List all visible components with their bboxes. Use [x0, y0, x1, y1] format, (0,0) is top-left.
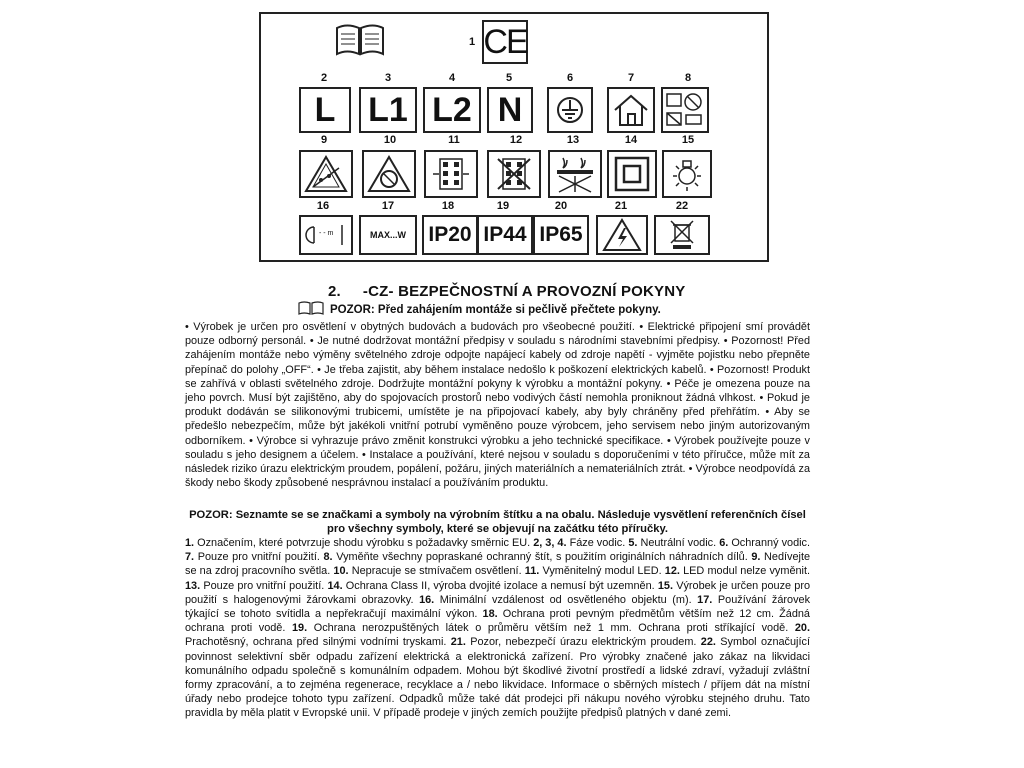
legend-entry: 15. Výrobek je určen pouze pro použití s halogenovými žárovkami obrazovky. [185, 579, 811, 606]
manual-book-icon [298, 301, 324, 320]
symbol-number: 9 [320, 134, 328, 146]
not-on-flammable-icon [548, 150, 602, 198]
legend-entry: 2, 3, 4. Fáze vodic. [533, 537, 626, 549]
ip44-symbol [477, 215, 533, 255]
symbol-number: 10 [383, 134, 397, 146]
symbol-L2-text: L2 [432, 90, 472, 129]
pozor-note-1 [298, 303, 661, 317]
symbols-panel [259, 12, 769, 262]
electric-shock-icon [596, 215, 648, 255]
legend-entry: 19. Ochrana nerozpuštěných látek o průměru větším než 1 mm. Ochrana proti stříkající vodě. [292, 622, 789, 635]
min-distance-label: - - m [319, 230, 334, 237]
symbol-N [487, 87, 533, 133]
safety-instructions-text: • Výrobek je určen pro osvětlení v obytných budovách a budovách pro všeobecné použití. • Elektrické připojení smí provádět pouze odborný personál. • Je nutné dodržovat montážní předpisy v souladu s národními stavebními předpisy. • Pozornost! Před zahájením montáže nebo výměny světelného zdroje odpojte napájecí kabely od zdroje napětí - vyjměte pojistku nebo přepněte přepínač do polohy „OFF“. • Je třeba zajistit, aby během instalace nedošlo k poškození elektrických kabelů. • Pozornost! Produkt se zahřívá v oblasti světelného zdroje. Dodržujte montážní pokyny k výrobku a montážní pokyny. • Péče je omezena pouze na jeho povrch. Musí být zajištěno, aby do spojovacích prostorů nebo vodivých částí nemohla proniknout žádná vlhkost. • Pokud je produkt dodáván se silikonovými trubicemi, umístěte je na připojovací kabely, aby byly chráněny před přehřátím. • Aby se předešlo nebezpečím, může být jakékoli vnitřní potrubí vyměněno pouze výrobcem, jeho servisem nebo jiným autorizovaným odborníkem. • Výrobce si vyhrazuje právo změnit konstrukci výrobku a jeho technické specifikace. • Výrobek používejte pouze v souladu s jeho designem a účelem. • Instalace a používání, které nejsou v souladu s doporučeními v této příručce, může mít za následek riziko úrazu elektrickým proudem, popálení, požáru, jiných materiálních a nemateriálních ztrát. • Výrobce neodpovídá za škody nebo škody způsobené nesprávnou instalací a používáním produktu. [185, 321, 810, 490]
symbol-N-text: N [497, 90, 523, 129]
legend-entry: 5. Neutrální vodic. [628, 537, 717, 549]
pozor-note-1-text: POZOR: Před zahájením montáže si pečlivě přečtete pokyny. [330, 304, 661, 316]
symbol-number: 13 [566, 134, 580, 146]
symbol-number: 12 [509, 134, 523, 146]
no-dimmer-triangle-icon [299, 150, 353, 198]
legend-entry: 16. Minimální vzdálenost od osvětleného objektu (m). [419, 593, 692, 606]
legend-entry: 13. Pouze pro vnitřní použití. [185, 579, 325, 592]
symbol-number: 22 [675, 200, 689, 212]
pozor-note-2: POZOR: Seznamte se se značkami a symboly na výrobním štítku a na obalu. Následuje vysvětlení referenčních čísel pro všechny symboly, které se objevují na začátku této příručky. [189, 509, 806, 536]
legend-entry: 17. Používání žárovek týkající se tohoto svítidla a nepřekračují maximální výkon. [185, 593, 811, 621]
symbol-legend-text [185, 536, 810, 721]
ip65-text: IP65 [539, 223, 583, 246]
legend-entry: 14. Ochrana Class II, výroba dvojité izolace a nemusí být uzemněn. [327, 579, 655, 592]
section-title [328, 283, 686, 300]
symbol-number: 7 [627, 72, 635, 84]
weee-bin-icon [654, 215, 710, 255]
min-distance-icon [299, 215, 353, 255]
legend-entry: 6. Ochranný vodic. [719, 537, 811, 549]
symbol-number: 14 [624, 134, 638, 146]
no-mains-dimmer-icon [661, 87, 709, 133]
legend-entry: 9. Nedívejte se na zdroj pracovního světla. [185, 551, 811, 578]
symbol-number: 4 [448, 72, 456, 84]
module-replaceable-icon [424, 150, 478, 198]
max-watt-symbol [359, 215, 417, 255]
legend-entry: 8. Vyměňte všechny popraskané ochranný štít, s použitím originálních náhradních dílů. [323, 551, 748, 564]
no-halogen-triangle-icon [362, 150, 416, 198]
ip65-symbol [533, 215, 589, 255]
legend-entry: 12. LED modul nelze vyměnit. [664, 565, 811, 578]
symbol-number: 2 [320, 72, 328, 84]
ip20-text: IP20 [428, 223, 472, 246]
ip20-symbol [422, 215, 478, 255]
symbol-number: 11 [448, 134, 460, 146]
legend-entry: 22. Symbol označující povinnost selektivní sběr odpadu zařízení elektrická a elektronická zařízení. Pro výrobky značené jako zákaz na likvidaci komunálního odpadu společně s komunálním odpadem. Mohou být škodlivé životní prostředí a lidské zdraví, vyžadují zvláštní formy zpracování, a to zejména regenerace, recyklace a / nebo likvidace. Informace o sběrných místech / příjem dát na místní úřady nebo prodejce tohoto typu zařízení. Odpadků může také dát prodejci při nákupu nového výrobku stejného druhu. Tato pravidla by měla platit v Evropské unii. V případě prodeje v jiných zemích použijte předpisů platných v dané zemi. [185, 636, 810, 720]
max-watt-text: MAX...W [370, 230, 406, 240]
class-ii-icon [607, 150, 657, 198]
symbol-number: 6 [566, 72, 574, 84]
symbol-number: 8 [684, 72, 692, 84]
legend-entry: 1. Označením, které potvrzuje shodu výrobku s požadavky směrnic EU. [185, 537, 531, 549]
ce-mark-text: CE [483, 22, 527, 61]
symbol-number: 19 [496, 200, 510, 212]
symbol-L-text: L [314, 90, 336, 129]
symbol-L1-text: L1 [368, 90, 408, 129]
symbol-number: 21 [614, 200, 628, 212]
symbol-number: 18 [441, 200, 455, 212]
symbol-number: 5 [505, 72, 513, 84]
module-not-replaceable-icon [487, 150, 541, 198]
section-number: 2. [328, 283, 341, 300]
legend-entry: 18. Ochrana proti pevným předmětům větším než 12 cm. Žádná ochrana proti vodě. [185, 608, 810, 635]
symbol-number: 16 [316, 200, 330, 212]
legend-entry: 21. Pozor, nebezpečí úrazu elektrickým proudem. [450, 636, 697, 649]
legend-entry: 7. Pouze pro vnitřní použití. [185, 551, 320, 564]
symbol-number: 1 [468, 36, 476, 48]
symbol-number: 3 [384, 72, 392, 84]
symbol-number: 17 [381, 200, 395, 212]
manual-book-icon [335, 22, 385, 56]
symbol-number: 20 [554, 200, 568, 212]
ground-icon [547, 87, 593, 133]
ce-mark-icon [482, 20, 528, 64]
symbol-number: 15 [681, 134, 695, 146]
legend-entry: 20. Prachotěsný, ochrana před silnými vodními tryskami. [185, 622, 810, 649]
section-title-text: -CZ- BEZPEČNOSTNÍ A PROVOZNÍ POKYNY [362, 283, 686, 300]
legend-entry: 10. Nepracuje se stmívačem osvětlení. [333, 565, 522, 578]
legend-entry: 11. Vyměnitelný modul LED. [524, 565, 662, 578]
symbol-L1 [359, 87, 417, 133]
symbol-L2 [423, 87, 481, 133]
house-icon [607, 87, 655, 133]
ip44-text: IP44 [483, 223, 527, 246]
symbol-L [299, 87, 351, 133]
halogen-shatter-icon [662, 150, 712, 198]
